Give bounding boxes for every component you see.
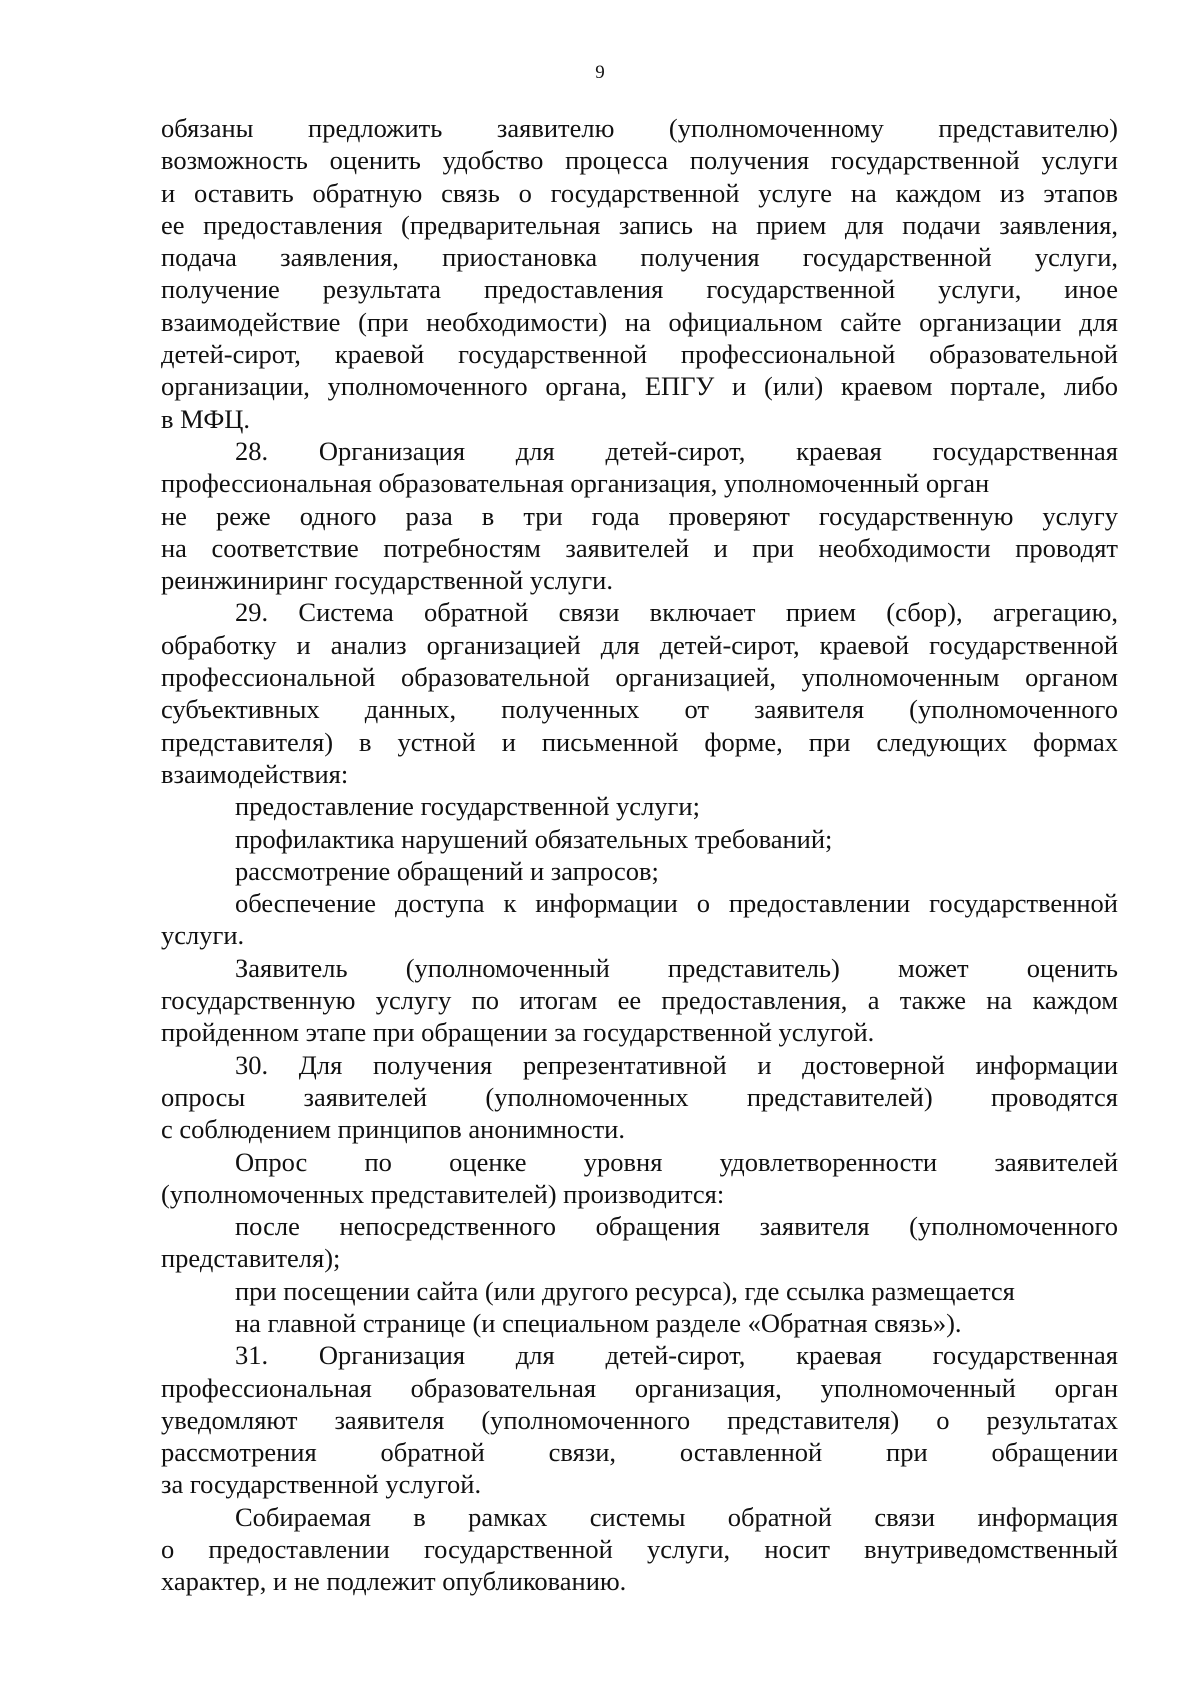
text-line: профессиональная образовательная организация, уполномоченный орган: [161, 1372, 1118, 1403]
text-line: получение результата предоставления государственной услуги, иное: [161, 274, 1118, 305]
text-line: 28. Организация для детей-сирот, краевая государственная: [235, 435, 1118, 466]
text-line: предоставление государственной услуги;: [235, 791, 700, 822]
text-line: профессиональной образовательной организацией, уполномоченным органом: [161, 662, 1118, 693]
text-line: не реже одного раза в три года проверяют государственную услугу: [161, 500, 1118, 531]
text-line: профессиональная образовательная организация, уполномоченный орган: [161, 468, 990, 499]
text-line: детей-сирот, краевой государственной профессиональной образовательной: [161, 339, 1118, 370]
text-line: (уполномоченных представителей) производится:: [161, 1178, 725, 1209]
text-line: обязаны предложить заявителю (уполномоченному представителю): [161, 113, 1118, 143]
text-line: 30. Для получения репрезентативной и достоверной информации: [235, 1049, 1118, 1080]
text-line: в МФЦ.: [161, 403, 251, 434]
text-line: 29. Система обратной связи включает прием (сбор), агрегацию,: [235, 597, 1118, 628]
text-line: Опрос по оценке уровня удовлетворенности заявителей: [235, 1146, 1118, 1177]
text-line: реинжиниринг государственной услуги.: [161, 565, 613, 596]
text-line: уведомляют заявителя (уполномоченного представителя) о результатах: [161, 1404, 1118, 1435]
text-line: обеспечение доступа к информации о предоставлении государственной: [235, 888, 1118, 919]
text-line: представителя);: [161, 1243, 341, 1274]
text-line: рассмотрение обращений и запросов;: [235, 855, 659, 886]
text-line: взаимодействия:: [161, 758, 349, 789]
text-line: на главной странице (и специальном разделе «Обратная связь»).: [235, 1307, 962, 1338]
text-line: с соблюдением принципов анонимности.: [161, 1114, 625, 1145]
text-line: о предоставлении государственной услуги, носит внутриведомственный: [161, 1534, 1118, 1565]
text-line: при посещении сайта (или другого ресурса), где ссылка размещается: [235, 1275, 1015, 1306]
text-line: рассмотрения обратной связи, оставленной при обращении: [161, 1437, 1118, 1468]
text-line: государственную услугу по итогам ее предоставления, а также на каждом: [161, 985, 1118, 1016]
page-number: 9: [595, 62, 605, 83]
text-line: обработку и анализ организацией для детей-сирот, краевой государственной: [161, 629, 1118, 660]
text-line: профилактика нарушений обязательных требований;: [235, 823, 833, 854]
text-line: ее предоставления (предварительная запись на прием для подачи заявления,: [161, 209, 1118, 240]
document-body: [161, 112, 1118, 1598]
text-line: субъективных данных, полученных от заявителя (уполномоченного: [161, 694, 1118, 725]
text-line: за государственной услугой.: [161, 1469, 482, 1500]
text-line: организации, уполномоченного органа, ЕПГУ и (или) краевом портале, либо: [161, 371, 1118, 402]
text-line: 31. Организация для детей-сирот, краевая государственная: [235, 1340, 1118, 1371]
text-line: возможность оценить удобство процесса получения государственной услуги: [161, 145, 1118, 176]
text-line: пройденном этапе при обращении за государственной услугой.: [161, 1017, 875, 1048]
text-line: после непосредственного обращения заявителя (уполномоченного: [235, 1211, 1118, 1242]
text-line: и оставить обратную связь о государственной услуге на каждом из этапов: [161, 177, 1118, 208]
text-line: подача заявления, приостановка получения государственной услуги,: [161, 242, 1118, 273]
text-line: взаимодействие (при необходимости) на официальном сайте организации для: [161, 306, 1118, 337]
text-line: характер, и не подлежит опубликованию.: [161, 1566, 627, 1597]
text-line: представителя) в устной и письменной форме, при следующих формах: [161, 726, 1118, 757]
text-line: услуги.: [161, 920, 245, 951]
text-line: Заявитель (уполномоченный представитель) может оценить: [235, 952, 1118, 983]
text-line: опросы заявителей (уполномоченных представителей) проводятся: [161, 1081, 1118, 1112]
text-line: на соответствие потребностям заявителей и при необходимости проводят: [161, 532, 1118, 563]
text-line: Собираемая в рамках системы обратной связи информация: [235, 1501, 1118, 1532]
